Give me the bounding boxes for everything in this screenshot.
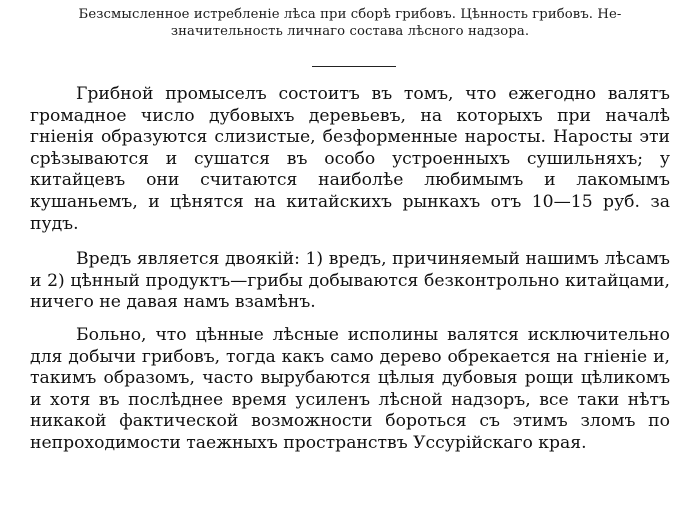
paragraph-twofold-harm: Вредъ является двоякій: 1) вредъ, причиняемый нашимъ лѣсамъ и 2) цѣнный продуктъ—грибы добываются безконтрольно китайцами, ничего не давая намъ взамѣнъ. bbox=[30, 249, 670, 313]
paragraph-mushroom-trade: Грибной промыселъ состоитъ въ томъ, что ежегодно валятъ громадное число дубовыхъ деревьевъ, на которыхъ при началѣ гніенія образуются слизистые, безформенные наросты. Наросты эти срѣзываются и сушатся въ особо устроенныхъ сушильняхъ; у китайцевъ они считаются наиболѣе любимымъ и лакомымъ кушаньемъ, и цѣнятся на китайскихъ рынкахъ отъ 10—15 руб. за пудъ. bbox=[30, 84, 670, 234]
header-line-1: Безсмысленное истребленіе лѣса при сборѣ грибовъ. Цѣнность грибовъ. Не- bbox=[78, 7, 622, 22]
header-line-2: значительность личнаго состава лѣсного надзора. bbox=[170, 24, 530, 39]
header-divider bbox=[312, 66, 396, 67]
document-body bbox=[30, 80, 670, 466]
paragraph-forest-destruction: Больно, что цѣнные лѣсные исполины валятся исключительно для добычи грибовъ, тогда какъ само дерево обрекается на гніеніе и, такимъ образомъ, часто вырубаются цѣлыя дубовыя рощи цѣликомъ и хотя въ послѣднее время усиленъ лѣсной надзоръ, все таки нѣтъ никакой фактической возможности бороться съ этимъ зломъ по непроходимости таежныхъ пространствъ Уссурійскаго края. bbox=[30, 324, 670, 453]
section-header bbox=[0, 6, 700, 40]
